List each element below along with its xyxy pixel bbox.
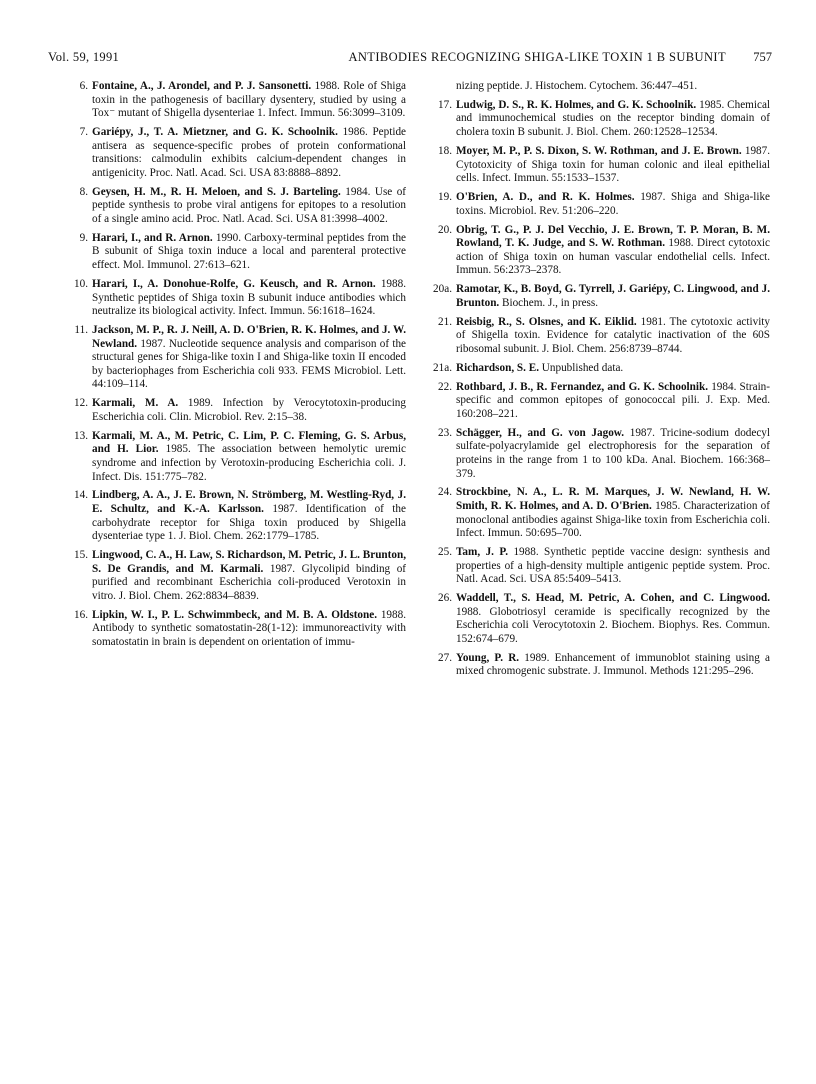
reference-authors: Fontaine, A., J. Arondel, and P. J. Sansonetti. [92, 80, 312, 92]
reference-authors: Reisbig, R., S. Olsnes, and K. Eiklid. [456, 315, 637, 328]
reference-text: 1987. Cytotoxicity of Shiga toxin for human colonic and ileal epithelial cells. Infect. Immun. 55:1533–1537. [456, 144, 771, 185]
reference-entry [66, 549, 406, 603]
reference-text: 1988. Direct cytotoxic action of Shiga toxin on human vascular endothelial cells. Infect. Immun. 56:2373–2378. [456, 237, 770, 277]
page-number: 757 [753, 50, 772, 64]
reference-number: 12. [74, 397, 88, 410]
reference-number: 10. [74, 277, 88, 290]
reference-entry [430, 362, 770, 376]
reference-entry [66, 278, 406, 319]
reference-text: 1985. Characterization of monoclonal antibodies against Shiga-like toxin from Escherichia coli. Infect. Immun. 50:695–700. [456, 500, 770, 540]
reference-text: 1985. The association between hemolytic uremic syndrome and infection by Verotoxin-producing Escherichia coli. J. Infect. Dis. 151:775–782. [92, 443, 407, 483]
reference-entry [66, 126, 406, 180]
reference-authors: Harari, I., A. Donohue-Rolfe, G. Keusch, and R. Arnon. [92, 277, 376, 290]
reference-entry [66, 489, 406, 543]
reference-entry [430, 486, 770, 540]
reference-entry [430, 283, 770, 310]
reference-entry [430, 546, 770, 587]
reference-text: 1989. Enhancement of immunoblot staining using a mixed chromogenic substrate. J. Immunol. Methods 121:295–296. [456, 651, 770, 678]
reference-authors: Strockbine, N. A., L. R. M. Marques, J. W. Newland, H. W. Smith, R. K. Holmes, and A. D. O'Brien. [456, 486, 770, 512]
reference-number: 21a. [433, 361, 452, 374]
reference-number: 20. [438, 223, 452, 236]
running-title: ANTIBODIES RECOGNIZING SHIGA-LIKE TOXIN 1 B SUBUNIT [348, 50, 726, 64]
references-right-column [430, 80, 770, 684]
reference-entry [66, 232, 406, 273]
reference-text: 1988. Synthetic peptide vaccine design: synthesis and properties of a high-density multiple antigenic peptide system. Proc. Natl. Acad. Sci. USA 85:5409–5413. [456, 546, 771, 586]
reference-number: 24. [438, 486, 452, 499]
volume-label: Vol. 59, 1991 [48, 50, 120, 64]
reference-number: 13. [74, 429, 88, 442]
reference-entry [66, 397, 406, 424]
reference-text: 1981. The cytotoxic activity of Shigella toxin. Evidence for catalytic inactivation of the 60S ribosomal subunit. J. Biol. Chem. 256:8739–8744. [456, 315, 771, 355]
reference-authors: Geysen, H. M., R. H. Meloen, and S. J. Barteling. [92, 185, 341, 198]
reference-authors: Rothbard, J. B., R. Fernandez, and G. K. Schoolnik. [456, 380, 709, 393]
reference-authors: Lingwood, C. A., H. Law, S. Richardson, M. Petric, J. L. Brunton, S. De Grandis, and M. Karmali. [92, 549, 406, 575]
reference-authors: O'Brien, A. D., and R. K. Holmes. [456, 191, 635, 204]
reference-entry [430, 316, 770, 357]
reference-number: 8. [79, 185, 88, 198]
reference-entry [430, 592, 770, 646]
reference-authors: Ramotar, K., B. Boyd, G. Tyrrell, J. Gariépy, C. Lingwood, and J. Brunton. [456, 283, 770, 309]
reference-authors: Karmali, M. A., M. Petric, C. Lim, P. C. Fleming, G. S. Arbus, and H. Lior. [92, 429, 406, 456]
reference-entry [430, 99, 770, 140]
reference-authors: Schägger, H., and G. von Jagow. [456, 426, 625, 439]
reference-number: 15. [74, 549, 88, 562]
reference-text: 1985. Chemical and immunochemical studies on the receptor binding domain of cholera toxin B subunit. J. Biol. Chem. 260:12528–12534. [456, 98, 771, 139]
reference-number: 25. [438, 546, 452, 559]
reference-text: 1988. Globotriosyl ceramide is specifically recognized by the Escherichia coli Verocytotoxin 2. Biochem. Biophys. Res. Commun. 152:674–679. [456, 605, 770, 645]
reference-authors: Richardson, S. E. [456, 361, 539, 374]
reference-number: 21. [438, 315, 452, 328]
reference-number: 27. [438, 651, 452, 664]
reference-authors: Obrig, T. G., P. J. Del Vecchio, J. E. Brown, T. P. Moran, B. M. Rowland, T. K. Judge, and S. W. Rothman. [456, 223, 770, 250]
reference-authors: Moyer, M. P., P. S. Dixon, S. W. Rothman, and J. E. Brown. [456, 144, 742, 157]
reference-text: 1987. Glycolipid binding of purified and recombinant Escherichia coli-produced Verotoxin in vitro. J. Biol. Chem. 262:8834–8839. [92, 562, 407, 602]
reference-continuation: nizing peptide. J. Histochem. Cytochem. 36:447–451. [456, 80, 698, 92]
reference-number: 20a. [433, 283, 452, 296]
reference-text: 1984. Strain-specific and common epitopes of gonococcal pili. J. Exp. Med. 160:208–221. [456, 380, 771, 420]
reference-authors: Karmali, M. A. [92, 397, 179, 410]
reference-number: 23. [438, 426, 452, 439]
reference-authors: Harari, I., and R. Arnon. [92, 231, 213, 244]
reference-text: 1990. Carboxy-terminal peptides from the B subunit of Shiga toxin induce a local and parenteral protective effect. Mol. Immunol. 27:613–621. [92, 231, 406, 272]
reference-number: 14. [74, 489, 88, 502]
reference-text: 1987. Tricine-sodium dodecyl sulfate-polyacrylamide gel electrophoresis for the separation of proteins in the range from 1 to 100 kDa. Anal. Biochem. 166:368–379. [456, 426, 771, 480]
reference-authors: Tam, J. P. [456, 546, 508, 559]
reference-entry [66, 80, 406, 121]
reference-number: 26. [438, 592, 452, 605]
references-left-column [66, 80, 406, 655]
reference-authors: Lindberg, A. A., J. E. Brown, N. Strömberg, M. Westling-Ryd, J. E. Schultz, and K.-A. Karlsson. [92, 489, 406, 515]
reference-entry [430, 145, 770, 186]
reference-text: 1987. Identification of the carbohydrate receptor for Shiga toxin produced by Shigella dysenteriae type 1. J. Biol. Chem. 262:1779–1785. [92, 503, 406, 543]
reference-entry [430, 652, 770, 679]
reference-text: 1988. Role of Shiga toxin in the pathogenesis of bacillary dysentery, studied by using a Tox⁻ mutant of Shigella dysenteriae 1. Infect. Immun. 56:3099–3109. [92, 80, 407, 120]
reference-number: 17. [438, 98, 452, 111]
reference-authors: Lipkin, W. I., P. L. Schwimmbeck, and M. B. A. Oldstone. [92, 608, 377, 621]
reference-entry [430, 427, 770, 481]
reference-number: 22. [438, 380, 452, 393]
running-header [48, 50, 772, 70]
reference-number: 18. [438, 144, 452, 157]
reference-text: 1987. Shiga and Shiga-like toxins. Microbiol. Rev. 51:206–220. [456, 191, 771, 217]
reference-entry [66, 324, 406, 392]
reference-number: 16. [74, 608, 88, 621]
reference-entry [430, 381, 770, 422]
reference-text: 1988. Antibody to synthetic somatostatin-28(1-12): immunoreactivity with somatostatin in brain is dependent on orientation of immu- [92, 608, 406, 648]
reference-authors: Ludwig, D. S., R. K. Holmes, and G. K. Schoolnik. [456, 98, 697, 111]
reference-entry [430, 191, 770, 218]
reference-text: 1989. Infection by Verocytotoxin-producing Escherichia coli. Clin. Microbiol. Rev. 2:15–38. [92, 397, 406, 423]
reference-entry [430, 224, 770, 278]
reference-number: 9. [79, 231, 88, 244]
reference-number: 6. [79, 80, 88, 92]
reference-entry [66, 430, 406, 484]
reference-authors: Jackson, M. P., R. J. Neill, A. D. O'Brien, R. K. Holmes, and J. W. Newland. [92, 323, 406, 350]
reference-text: 1988. Synthetic peptides of Shiga toxin B subunit induce antibodies which neutralize its biological activity. Infect. Immun. 56:1618–1624. [92, 277, 406, 318]
reference-text: Biochem. J., in press. [502, 296, 599, 309]
reference-text: Unpublished data. [541, 361, 624, 374]
reference-authors: Gariépy, J., T. A. Mietzner, and G. K. Schoolnik. [92, 126, 338, 139]
reference-entry [66, 609, 406, 650]
reference-text: 1987. Nucleotide sequence analysis and comparison of the structural genes for Shiga-like toxin I and Shiga-like toxin II encoded by bacteriophages from Escherichia coli 933. FEMS Microbiol. Lett. 44:109–114. [92, 337, 406, 391]
reference-number: 7. [79, 126, 88, 139]
reference-authors: Young, P. R. [456, 651, 520, 664]
reference-authors: Waddell, T., S. Head, M. Petric, A. Cohen, and C. Lingwood. [456, 592, 770, 605]
reference-number: 11. [74, 323, 88, 336]
reference-entry [66, 186, 406, 227]
reference-text: 1986. Peptide antisera as sequence-specific probes of protein conformational transitions: calmodulin exhibits calcium-dependent changes in antigenicity. Proc. Natl. Acad. Sci. USA 83:8888–8892. [92, 126, 406, 179]
reference-number: 19. [438, 191, 452, 204]
reference-text: 1984. Use of peptide synthesis to probe viral antigens for epitopes to a resolution of a single amino acid. Proc. Natl. Acad. Sci. USA 81:3998–4002. [92, 185, 407, 225]
